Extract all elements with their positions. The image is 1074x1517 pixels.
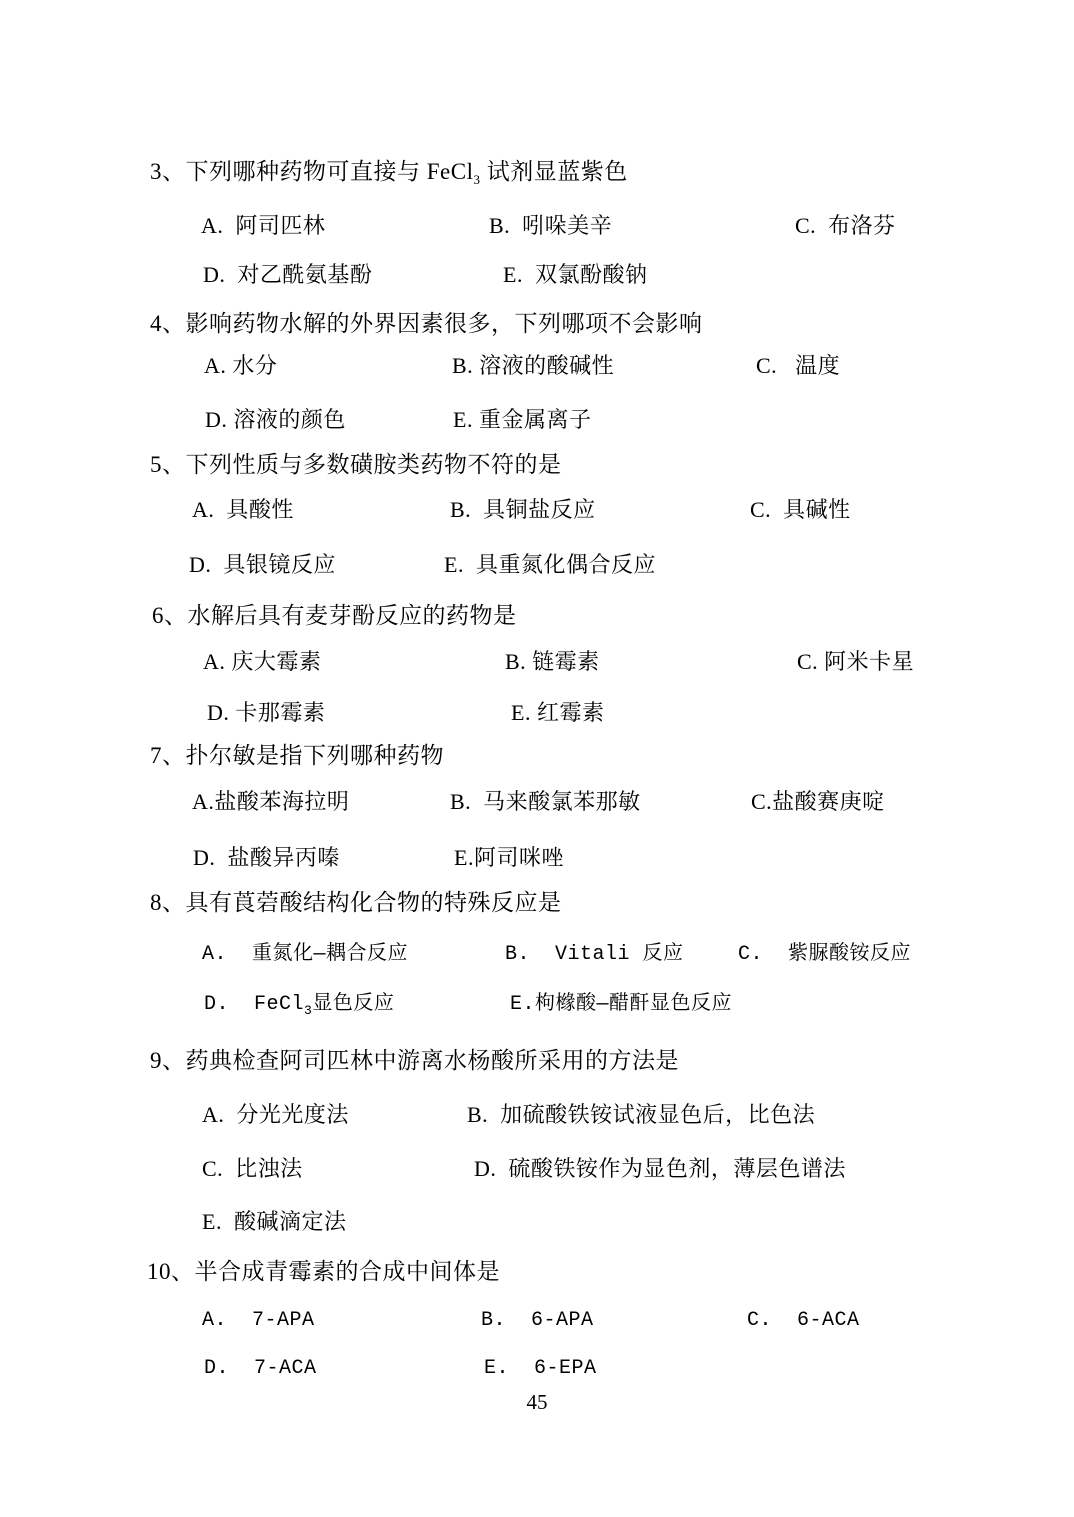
question-stem [150,740,444,772]
question-number: 6、 [152,603,188,628]
question-stem [150,449,562,481]
question-number: 4、 [150,311,186,336]
option-text: E. 红霉素 [511,700,605,725]
option-text: D. 盐酸异丙嗪 [193,845,340,870]
option-text: B. 具铜盐反应 [450,497,596,522]
option-text: C.盐酸赛庚啶 [751,789,885,814]
option-9-A [202,1100,349,1130]
option-text: B. 马来酸氯苯那敏 [450,789,641,814]
option-text: C. 紫脲酸铵反应 [738,943,912,966]
option-5-E [444,550,656,580]
option-text: A. 重氮化—耦合反应 [202,943,409,966]
option-text: E. 双氯酚酸钠 [503,262,648,287]
option-8-B [505,940,684,970]
option-text: E. 酸碱滴定法 [202,1209,347,1234]
option-text: D. FeCl [204,993,305,1016]
option-text: C. 布洛芬 [795,213,896,238]
option-text: E.枸橼酸—醋酐显色反应 [510,993,733,1016]
stem-text: 影响药物水解的外界因素很多，下列哪项不会影响 [185,311,703,336]
option-text: A. 具酸性 [192,497,294,522]
option-4-B [452,351,614,381]
option-3-E [503,260,647,290]
option-text: B. Vitali 反应 [505,943,684,966]
stem-text: 下列性质与多数磺胺类药物不符的是 [185,452,562,477]
option-text: D. 对乙酰氨基酚 [203,262,373,287]
option-9-E [202,1207,346,1237]
option-text: D. 卡那霉素 [207,700,326,725]
question-number: 8、 [150,890,186,915]
option-5-A [192,495,294,525]
option-9-D [474,1154,846,1184]
option-10-E [484,1354,597,1384]
option-text: B. 加硫酸铁铵试液显色后，比色法 [467,1102,816,1127]
question-number: 10、 [147,1259,195,1284]
option-5-D [189,550,336,580]
option-6-B [505,647,600,677]
option-9-B [467,1100,815,1130]
option-8-E [510,990,732,1020]
stem-text: 扑尔敏是指下列哪种药物 [185,743,444,768]
option-4-A [204,351,277,381]
option-text: D. 溶液的颜色 [205,407,346,432]
question-stem [150,1045,679,1077]
question-stem [150,156,628,191]
option-3-C [795,211,896,241]
option-8-C [738,940,911,970]
option-text: C. 6-ACA [747,1309,860,1332]
question-stem [150,308,703,340]
option-7-A [192,787,349,817]
option-10-B [481,1306,594,1336]
option-text: D. 硫酸铁铵作为显色剂，薄层色谱法 [474,1156,846,1181]
option-text: A.盐酸苯海拉明 [192,789,350,814]
stem-text: 试剂显蓝紫色 [480,159,628,184]
option-text: 显色反应 [312,993,395,1016]
page-number: 45 [526,1390,548,1414]
question-number: 7、 [150,743,186,768]
option-text: A. 水分 [204,353,278,378]
option-10-C [747,1306,860,1336]
option-text: B. 6-APA [481,1309,594,1332]
question-stem [152,600,517,632]
question-stem [150,887,562,919]
stem-text: 药典检查阿司匹林中游离水杨酸所采用的方法是 [185,1048,679,1073]
option-6-C [797,647,914,677]
option-subscript: 3 [304,1003,313,1018]
stem-text: 具有莨菪酸结构化合物的特殊反应是 [185,890,562,915]
option-3-A [201,211,325,241]
option-text: C. 比浊法 [202,1156,303,1181]
option-5-C [750,495,851,525]
option-text: E. 6-EPA [484,1357,597,1380]
option-5-B [450,495,596,525]
option-text: C. 温度 [756,353,841,378]
option-text: B. 链霉素 [505,649,600,674]
option-text: A. 7-APA [202,1309,315,1332]
option-text: C. 具碱性 [750,497,851,522]
stem-text: 水解后具有麦芽酚反应的药物是 [187,603,517,628]
stem-text: 下列哪种药物可直接与 FeCl [185,159,474,184]
option-4-C [756,351,840,381]
option-text: A. 阿司匹林 [201,213,326,238]
option-text: D. 7-ACA [204,1357,317,1380]
question-number: 3、 [150,159,186,184]
stem-text: 半合成青霉素的合成中间体是 [194,1259,500,1284]
option-7-B [450,787,641,817]
option-3-B [489,211,612,241]
option-4-E [453,405,591,435]
option-text: C. 阿米卡星 [797,649,915,674]
option-text: A. 庆大霉素 [203,649,322,674]
question-number: 5、 [150,452,186,477]
option-3-D [203,260,372,290]
option-text: A. 分光光度法 [202,1102,349,1127]
option-6-A [203,647,321,677]
option-10-D [204,1354,317,1384]
option-6-E [511,698,604,728]
stem-subscript: 3 [473,172,481,187]
option-4-D [205,405,346,435]
option-7-E [454,843,564,873]
option-8-A [202,940,408,970]
question-number: 9、 [150,1048,186,1073]
option-7-C [751,787,885,817]
option-6-D [207,698,325,728]
option-text: E. 具重氮化偶合反应 [444,552,656,577]
option-10-A [202,1306,315,1336]
option-text: B. 吲哚美辛 [489,213,613,238]
option-text: D. 具银镜反应 [189,552,336,577]
option-7-D [193,843,340,873]
option-text: E. 重金属离子 [453,407,592,432]
option-text: E.阿司咪唑 [454,845,564,870]
option-9-C [202,1154,303,1184]
question-stem [147,1256,500,1288]
option-8-D [204,990,394,1021]
option-text: B. 溶液的酸碱性 [452,353,615,378]
